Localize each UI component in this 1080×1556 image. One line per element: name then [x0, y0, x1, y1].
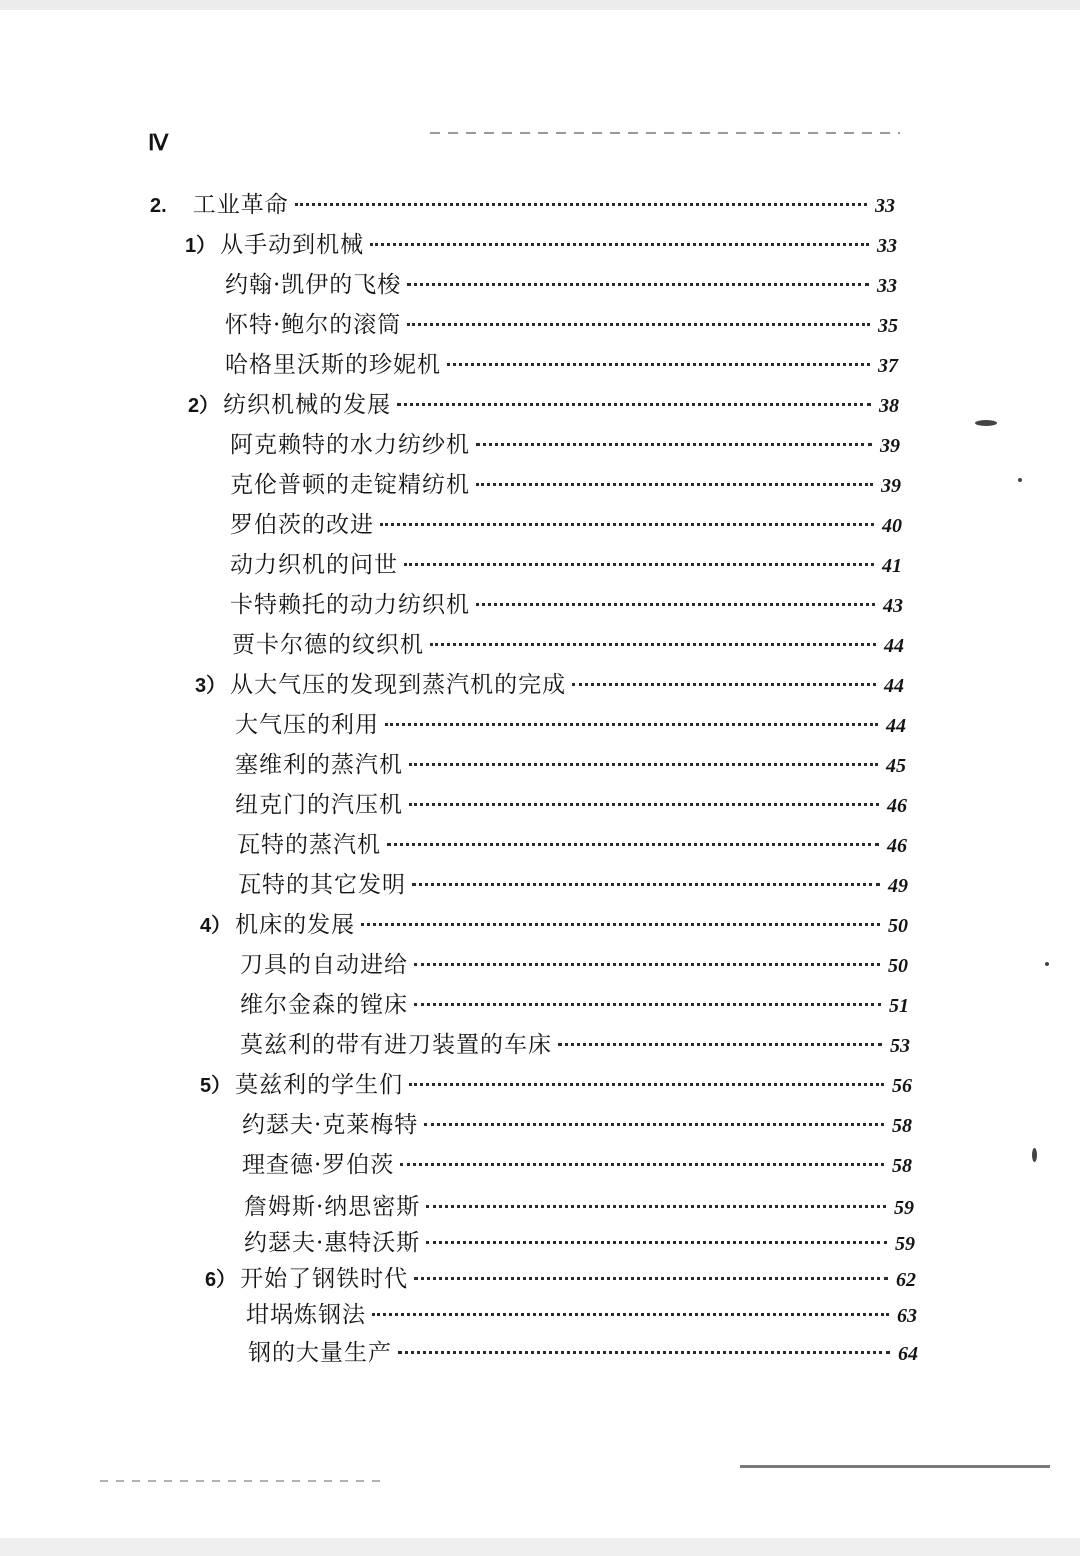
- toc-entry-page-number: 56: [892, 1075, 912, 1097]
- toc-entry-number: 2.: [150, 195, 167, 217]
- toc-dot-leader: [414, 1277, 888, 1280]
- scan-speck: [1032, 1148, 1037, 1162]
- toc-dot-leader: [295, 203, 867, 206]
- toc-dot-leader: [476, 443, 872, 446]
- toc-entry-number: 1）: [185, 235, 217, 257]
- toc-entry-page-number: 41: [882, 555, 902, 577]
- toc-entry: [240, 986, 909, 1020]
- toc-entry-title: 维尔金森的镗床: [240, 992, 408, 1018]
- toc-entry-title: 理查德·罗伯茨: [242, 1152, 395, 1178]
- toc-entry: [195, 666, 904, 700]
- toc-entry: [232, 626, 904, 660]
- toc-entry: [188, 386, 899, 420]
- toc-dot-leader: [426, 1205, 886, 1208]
- toc-entry-title: 机床的发展: [235, 912, 356, 938]
- toc-entry-title: 纽克门的汽压机: [235, 792, 403, 818]
- toc-entry-title: 纺织机械的发展: [223, 392, 392, 418]
- toc-entry-number: 6）: [205, 1269, 237, 1291]
- toc-entry-page-number: 39: [880, 435, 900, 457]
- toc-dot-leader: [385, 723, 878, 726]
- toc-dot-leader: [372, 1313, 889, 1316]
- toc-dot-leader: [400, 1163, 884, 1166]
- toc-entry-title: 克伦普顿的走锭精纺机: [230, 472, 470, 498]
- toc-entry: [185, 226, 897, 260]
- toc-entry-page-number: 50: [888, 955, 908, 977]
- toc-entry: [246, 1296, 917, 1330]
- toc-entry: [230, 506, 902, 540]
- toc-entry-page-number: 43: [883, 595, 903, 617]
- toc-dot-leader: [409, 763, 878, 766]
- toc-entry-page-number: 39: [881, 475, 901, 497]
- toc-dot-leader: [387, 843, 879, 846]
- toc-dot-leader: [430, 643, 876, 646]
- toc-dot-leader: [476, 603, 875, 606]
- toc-entry: [235, 786, 907, 820]
- toc-entry: [237, 826, 907, 860]
- toc-dot-leader: [476, 483, 873, 486]
- page-marker: Ⅳ: [148, 130, 169, 155]
- page-edge-bottom: [0, 1538, 1080, 1556]
- toc-dot-leader: [370, 243, 869, 246]
- toc-entry-title: 莫兹利的带有进刀装置的车床: [240, 1032, 552, 1058]
- toc-entry: [225, 306, 898, 340]
- toc-dot-leader: [412, 883, 880, 886]
- toc-entry: [248, 1334, 918, 1368]
- toc-entry-title: 约瑟夫·惠特沃斯: [244, 1230, 421, 1256]
- toc-entry: [238, 866, 908, 900]
- toc-entry-title: 塞维利的蒸汽机: [235, 752, 403, 778]
- toc-entry-page-number: 46: [887, 795, 907, 817]
- toc-entry: [230, 546, 902, 580]
- toc-entry: [240, 1026, 910, 1060]
- scan-speck: [1018, 478, 1022, 482]
- toc-entry-page-number: 33: [877, 275, 897, 297]
- toc-entry-title: 工业革命: [192, 192, 289, 218]
- toc-entry-title: 怀特·鲍尔的滚筒: [225, 312, 402, 338]
- toc-entry-page-number: 62: [896, 1269, 916, 1291]
- toc-entry-page-number: 51: [889, 995, 909, 1017]
- toc-dot-leader: [407, 283, 869, 286]
- toc-entry-page-number: 63: [897, 1305, 917, 1327]
- toc-entry-number: 5）: [200, 1075, 232, 1097]
- scan-speck: [1045, 962, 1049, 966]
- toc-entry-page-number: 38: [879, 395, 899, 417]
- toc-entry-title: 哈格里沃斯的珍妮机: [225, 352, 441, 378]
- toc-entry-page-number: 49: [888, 875, 908, 897]
- toc-entry-page-number: 37: [878, 355, 898, 377]
- page-edge-top: [0, 0, 1080, 10]
- toc-entry-page-number: 35: [878, 315, 898, 337]
- toc-dot-leader: [426, 1241, 887, 1244]
- toc-entry-page-number: 50: [888, 915, 908, 937]
- toc-dot-leader: [397, 403, 871, 406]
- toc-entry-title: 坩埚炼钢法: [246, 1302, 366, 1328]
- toc-entry: [200, 1066, 912, 1100]
- scan-artifact-bottom-rule-right: [740, 1465, 1050, 1468]
- toc-entry: [225, 266, 897, 300]
- toc-entry: [244, 1188, 914, 1222]
- toc-dot-leader: [414, 1003, 881, 1006]
- toc-entry-page-number: 44: [886, 715, 906, 737]
- toc-entry: [240, 946, 908, 980]
- toc-entry-page-number: 33: [877, 235, 897, 257]
- toc-entry-number: 4）: [200, 915, 232, 937]
- toc-dot-leader: [398, 1351, 890, 1354]
- toc-entry-page-number: 33: [875, 195, 895, 217]
- toc-entry-page-number: 46: [887, 835, 907, 857]
- toc-entry-page-number: 44: [884, 675, 904, 697]
- toc-entry: [230, 586, 903, 620]
- scan-speck: [975, 420, 997, 426]
- toc-entry-title: 从手动到机械: [220, 232, 365, 258]
- toc-entry-title: 詹姆斯·纳思密斯: [244, 1194, 421, 1220]
- toc-entry-page-number: 58: [892, 1115, 912, 1137]
- toc-entry: [230, 466, 901, 500]
- toc-entry-title: 大气压的利用: [235, 712, 379, 738]
- toc-entry: [150, 186, 895, 220]
- toc-entry-title: 开始了钢铁时代: [240, 1266, 409, 1292]
- toc-entry-title: 约翰·凯伊的飞梭: [225, 272, 402, 298]
- toc-entry-title: 瓦特的其它发明: [238, 872, 406, 898]
- toc-entry-number: 2）: [188, 395, 220, 417]
- toc-entry: [205, 1260, 916, 1294]
- toc-entry: [200, 906, 908, 940]
- toc-entry-title: 阿克赖特的水力纺纱机: [230, 432, 470, 458]
- toc-dot-leader: [380, 523, 874, 526]
- toc-entry: [242, 1106, 912, 1140]
- toc-entry-page-number: 64: [898, 1343, 918, 1365]
- toc-dot-leader: [447, 363, 870, 366]
- toc-entry-title: 贾卡尔德的纹织机: [232, 632, 424, 658]
- toc-dot-leader: [409, 1083, 884, 1086]
- toc-entry-title: 钢的大量生产: [248, 1340, 392, 1366]
- toc-entry: [235, 746, 906, 780]
- toc-entry: [230, 426, 900, 460]
- toc-entry-title: 罗伯茨的改进: [230, 512, 374, 538]
- toc-dot-leader: [414, 963, 880, 966]
- toc-dot-leader: [424, 1123, 884, 1126]
- toc-entry-page-number: 59: [895, 1233, 915, 1255]
- toc-dot-leader: [558, 1043, 882, 1046]
- toc-entry-title: 瓦特的蒸汽机: [237, 832, 381, 858]
- toc-entry-number: 3）: [195, 675, 227, 697]
- toc-entry-title: 约瑟夫·克莱梅特: [242, 1112, 419, 1138]
- toc-entry: [242, 1146, 912, 1180]
- toc-entry-title: 动力织机的问世: [230, 552, 398, 578]
- toc-entry-page-number: 44: [884, 635, 904, 657]
- toc-entry-title: 刀具的自动进给: [240, 952, 408, 978]
- toc-entry: [235, 706, 906, 740]
- scan-artifact-top-rule: [430, 132, 900, 134]
- toc-entry-page-number: 45: [886, 755, 906, 777]
- toc-entry-page-number: 40: [882, 515, 902, 537]
- scan-artifact-bottom-rule-left: [100, 1480, 380, 1482]
- toc-dot-leader: [409, 803, 879, 806]
- toc-dot-leader: [361, 923, 880, 926]
- toc-entry-page-number: 59: [894, 1197, 914, 1219]
- toc-dot-leader: [572, 683, 876, 686]
- toc-dot-leader: [404, 563, 874, 566]
- toc-entry-title: 从大气压的发现到蒸汽机的完成: [230, 672, 567, 698]
- toc-dot-leader: [407, 323, 870, 326]
- toc-entry: [244, 1224, 915, 1258]
- toc-entry-page-number: 53: [890, 1035, 910, 1057]
- toc-entry: [225, 346, 898, 380]
- toc-entry-title: 莫兹利的学生们: [235, 1072, 404, 1098]
- toc-entry-title: 卡特赖托的动力纺织机: [230, 592, 470, 618]
- toc-entry-page-number: 58: [892, 1155, 912, 1177]
